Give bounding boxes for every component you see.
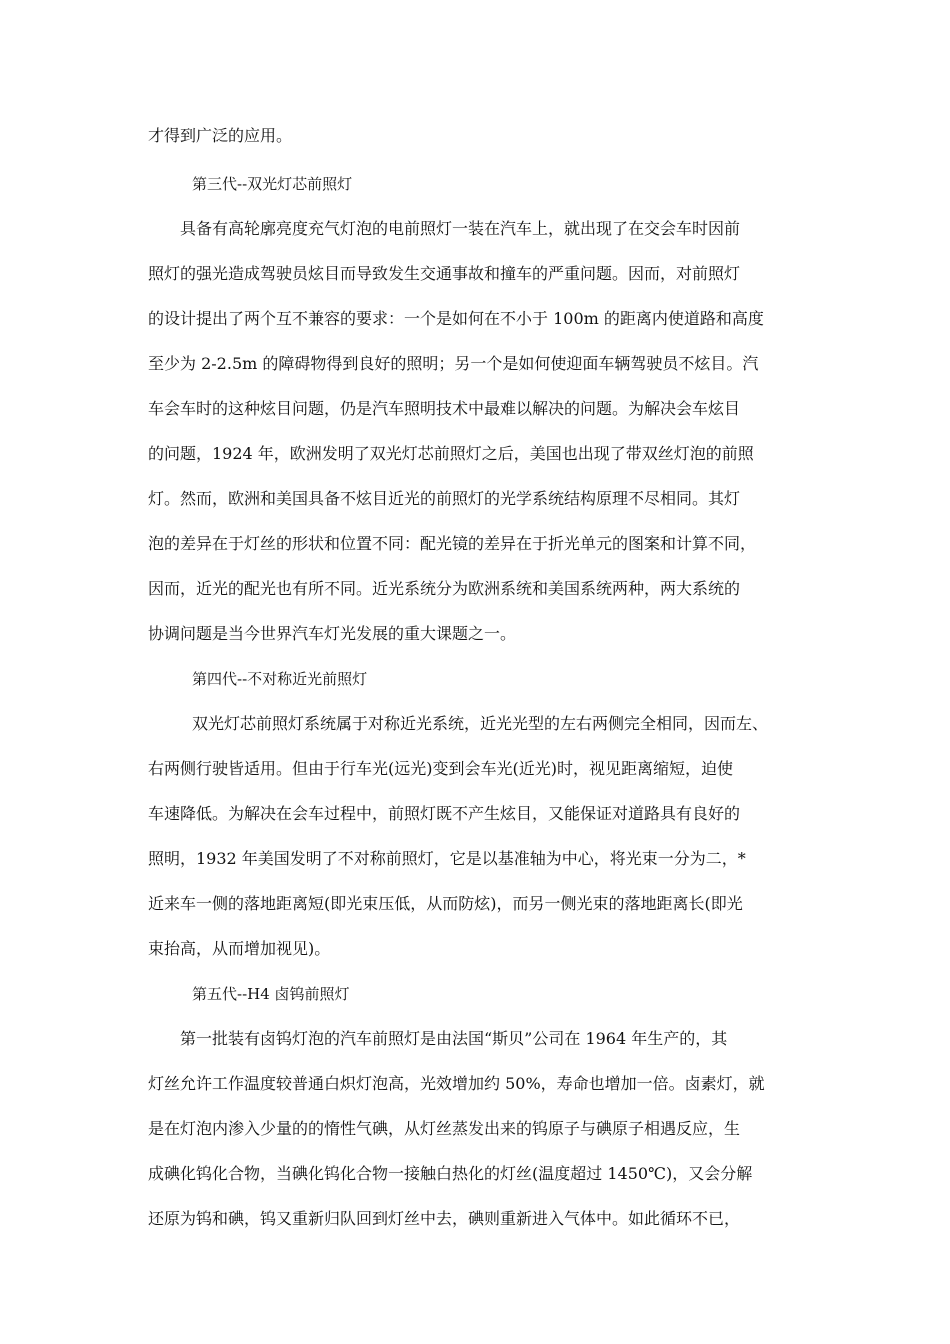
paragraph-line: 的问题，1924 年，欧洲发明了双光灯芯前照灯之后，美国也出现了带双丝灯泡的前照 — [148, 444, 754, 463]
section-heading-third-generation: 第三代--双光灯芯前照灯 — [192, 175, 353, 193]
paragraph-line: 双光灯芯前照灯系统属于对称近光系统，近光光型的左右两侧完全相同，因而左、 — [192, 714, 769, 733]
paragraph-line: 协调问题是当今世界汽车灯光发展的重大课题之一。 — [148, 624, 517, 643]
paragraph-line: 成碘化钨化合物，当碘化钨化合物一接触白热化的灯丝(温度超过 1450℃)，又会分解 — [148, 1164, 753, 1183]
paragraph-line: 照明，1932 年美国发明了不对称前照灯，它是以基准轴为中心，将光束一分为二，* — [148, 849, 746, 868]
paragraph-line: 照灯的强光造成驾驶员炫目而导致发生交通事故和撞车的严重问题。因而，对前照灯 — [148, 264, 741, 283]
section-heading-fifth-generation: 第五代--H4 卤钨前照灯 — [192, 985, 350, 1003]
paragraph-line: 泡的差异在于灯丝的形状和位置不同：配光镜的差异在于折光单元的图案和计算不同， — [148, 534, 757, 553]
paragraph-line: 灯。然而，欧洲和美国具备不炫目近光的前照灯的光学系统结构原理不尽相同。其灯 — [148, 489, 741, 508]
paragraph-line: 车速降低。为解决在会车过程中，前照灯既不产生炫目，又能保证对道路具有良好的 — [148, 804, 741, 823]
paragraph-line: 至少为 2-2.5m 的障碍物得到良好的照明；另一个是如何使迎面车辆驾驶员不炫目。汽 — [148, 354, 759, 373]
paragraph-line: 灯丝允许工作温度较普通白炽灯泡高，光效增加约 50%，寿命也增加一倍。卤素灯，就 — [148, 1074, 765, 1093]
paragraph-line: 束抬高，从而增加视见)。 — [148, 939, 331, 958]
paragraph-line: 是在灯泡内渗入少量的的惰性气碘，从灯丝蒸发出来的钨原子与碘原子相遇反应，生 — [148, 1119, 741, 1138]
paragraph-line: 车会车时的这种炫目问题，仍是汽车照明技术中最难以解决的问题。为解决会车炫目 — [148, 399, 741, 418]
paragraph-line: 具备有高轮廓亮度充气灯泡的电前照灯一装在汽车上，就出现了在交会车时因前 — [180, 219, 741, 238]
paragraph-line: 近来车一侧的落地距离短(即光束压低，从而防炫)，而另一侧光束的落地距离长(即光 — [148, 894, 743, 913]
paragraph-line: 右两侧行驶皆适用。但由于行车光(远光)变到会车光(近光)时，视见距离缩短，迫使 — [148, 759, 733, 778]
paragraph-line: 第一批装有卤钨灯泡的汽车前照灯是由法国“斯贝”公司在 1964 年生产的，其 — [180, 1029, 728, 1048]
paragraph-line: 才得到广泛的应用。 — [148, 126, 293, 145]
paragraph-line: 的设计提出了两个互不兼容的要求：一个是如何在不小于 100m 的距离内使道路和高度 — [148, 309, 764, 328]
paragraph-line: 因而，近光的配光也有所不同。近光系统分为欧洲系统和美国系统两种，两大系统的 — [148, 579, 741, 598]
section-heading-fourth-generation: 第四代--不对称近光前照灯 — [192, 670, 368, 688]
paragraph-line: 还原为钨和碘，钨又重新归队回到灯丝中去，碘则重新进入气体中。如此循环不已， — [148, 1209, 741, 1228]
